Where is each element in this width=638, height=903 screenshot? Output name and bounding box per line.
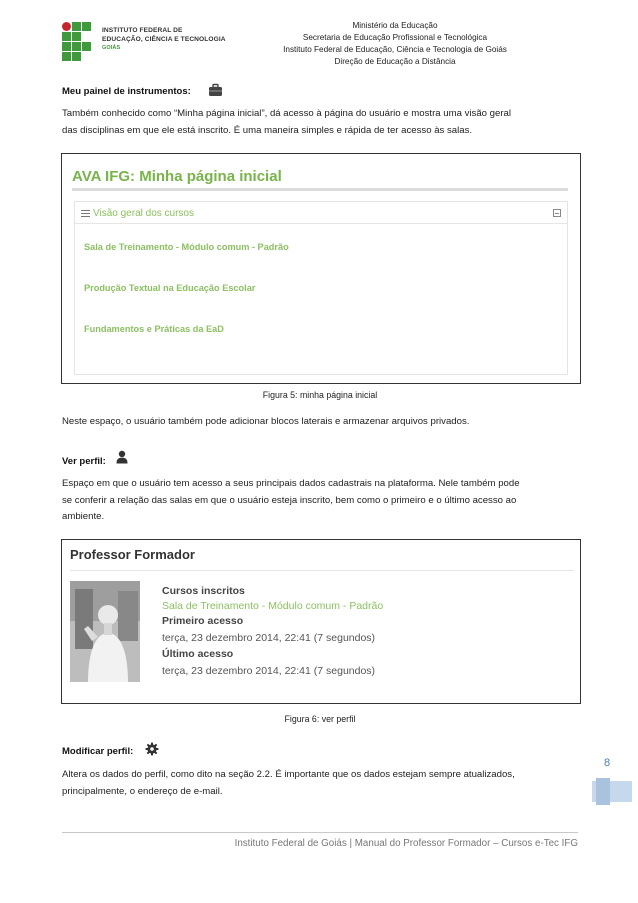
profile-description-line-2: se conferir a relação das salas em que o usuário esteja inscrito, bem como o primeiro e o último acesso ao	[62, 494, 517, 506]
logo-line-2: EDUCAÇÃO, CIÊNCIA E TECNOLOGIA	[102, 35, 226, 43]
header-line-1: Ministério da Educação	[352, 21, 438, 30]
last-access-value: terça, 23 dezembro 2014, 22:41 (7 segundos)	[162, 665, 376, 677]
course-overview-block	[74, 201, 568, 375]
menu-icon[interactable]	[81, 210, 90, 217]
course-link-1[interactable]: Sala de Treinamento - Módulo comum - Padrão	[84, 242, 289, 252]
first-access-value: terça, 23 dezembro 2014, 22:41 (7 segundos)	[162, 632, 376, 644]
edit-profile-description-line-1: Altera os dados do perfil, como dito na seção 2.2. É importante que os dados estejam sempre atualizados,	[62, 769, 515, 780]
briefcase-icon	[208, 83, 223, 97]
block-header	[75, 202, 567, 224]
course-link-3[interactable]: Fundamentos e Práticas da EaD	[84, 324, 224, 334]
edit-profile-description-line-2: principalmente, o endereço de e-mail.	[62, 785, 223, 797]
profile-description-line-1: Espaço em que o usuário tem acesso a seus principais dados cadastrais na plataforma. Nele também pode	[62, 478, 520, 489]
section-heading-dashboard: Meu painel de instrumentos:	[62, 86, 191, 97]
figure-view-profile	[61, 539, 581, 704]
footer-divider	[62, 832, 578, 833]
profile-description-line-3: ambiente.	[62, 511, 105, 522]
dashboard-description-line-2: das disciplinas em que ele está inscrito. É uma maneira simples e rápida de ter acesso às salas.	[62, 124, 473, 136]
page-side-tab	[592, 778, 632, 805]
figure-my-home-page	[61, 153, 581, 384]
header-line-2: Secretaria de Educação Profissional e Tecnológica	[302, 33, 488, 42]
profile-name: Professor Formador	[70, 547, 195, 562]
title-divider	[72, 188, 568, 191]
profile-photo	[70, 581, 140, 682]
gear-icon	[145, 742, 159, 756]
screenshot-page-title: AVA IFG: Minha página inicial	[72, 168, 282, 185]
dashboard-description	[62, 106, 578, 139]
logo-text	[102, 27, 226, 53]
page-footer: Instituto Federal de Goiás | Manual do Professor Formador – Cursos e-Tec IFG	[234, 838, 578, 849]
figure-5-caption: Figura 5: minha página inicial	[262, 390, 378, 400]
minimize-icon[interactable]	[553, 209, 561, 217]
block-title: Visão geral dos cursos	[93, 208, 194, 219]
profile-divider	[70, 570, 574, 571]
edit-profile-description	[62, 767, 578, 800]
last-access-label: Último acesso	[162, 648, 234, 660]
course-link-2[interactable]: Produção Textual na Educação Escolar	[84, 283, 256, 293]
header-line-4: Direção de Educação a Distância	[334, 57, 456, 66]
header-line-3: Instituto Federal de Educação, Ciência e Tecnologia de Goiás	[283, 45, 507, 54]
page-number: 8	[604, 757, 611, 769]
logo-mark	[62, 22, 98, 62]
profile-description	[62, 476, 578, 526]
section-heading-edit-profile: Modificar perfil:	[62, 746, 134, 757]
dashboard-description-line-1: Também conhecido como “Minha página inicial”, dá acesso à página do usuário e mostra uma visão geral	[62, 108, 512, 119]
courses-enrolled-label: Cursos inscritos	[162, 585, 245, 597]
section-heading-profile: Ver perfil:	[62, 456, 106, 467]
logo-line-1: INSTITUTO FEDERAL DE	[102, 27, 183, 34]
first-access-label: Primeiro acesso	[162, 615, 244, 627]
user-icon	[115, 450, 129, 464]
figure-6-caption: Figura 6: ver perfil	[284, 714, 356, 724]
enrolled-course-link[interactable]: Sala de Treinamento - Módulo comum - Padrão	[162, 600, 384, 612]
institution-logo	[62, 22, 242, 66]
paragraph-after-figure-5: Neste espaço, o usuário também pode adicionar blocos laterais e armazenar arquivos privados.	[62, 416, 470, 427]
logo-line-3: GOIÁS	[102, 45, 121, 51]
